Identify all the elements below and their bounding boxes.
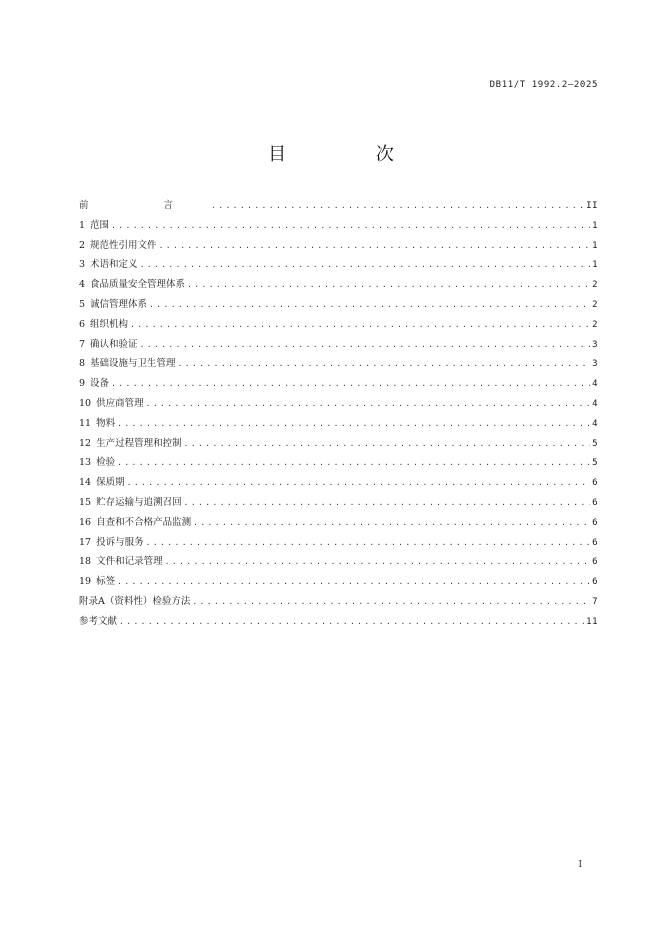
toc-entry-label: 确认和验证	[90, 338, 138, 350]
toc-entry-17[interactable]	[79, 533, 598, 553]
toc-entry-foreword[interactable]	[79, 196, 598, 216]
toc-entry-label: 供应商管理	[96, 397, 144, 409]
toc-entry-12[interactable]	[79, 434, 598, 454]
toc-entry-label: 范围	[90, 219, 110, 231]
toc-leader-dots	[119, 612, 584, 632]
table-of-contents	[79, 196, 598, 632]
toc-entry-number: 1	[79, 219, 86, 231]
toc-entry-page: 5	[592, 438, 598, 449]
toc-entry-page: 1	[592, 240, 598, 251]
toc-entry-number: 5	[79, 298, 86, 310]
toc-title: 目 次	[268, 144, 436, 165]
toc-entry-bibliography[interactable]	[79, 612, 598, 632]
toc-entry-number: 3	[79, 259, 86, 271]
toc-entry-1[interactable]	[79, 216, 598, 236]
toc-entry-label: 生产过程管理和控制	[96, 437, 182, 449]
toc-entry-10[interactable]	[79, 394, 598, 414]
toc-entry-page: 2	[592, 280, 598, 291]
toc-entry-9[interactable]	[79, 374, 598, 394]
toc-entry-label: 保质期	[96, 477, 125, 489]
toc-entry-8[interactable]	[79, 354, 598, 374]
toc-entry-19[interactable]	[79, 572, 598, 592]
toc-entry-page: 5	[592, 458, 598, 469]
toc-entry-page: II	[586, 201, 598, 211]
toc-entry-number: 16	[79, 516, 92, 528]
toc-entry-number: 17	[79, 536, 92, 548]
toc-entry-label: 组织机构	[90, 318, 129, 330]
toc-entry-3[interactable]	[79, 255, 598, 275]
toc-leader-dots	[178, 354, 591, 374]
toc-leader-dots	[146, 533, 590, 553]
toc-entry-page: 6	[592, 497, 598, 508]
toc-entry-label: 设备	[90, 378, 110, 390]
toc-entry-page: 6	[592, 478, 598, 489]
toc-leader-dots	[192, 592, 590, 612]
toc-leader-dots	[117, 453, 590, 473]
toc-entry-6[interactable]	[79, 315, 598, 335]
toc-leader-dots	[117, 414, 590, 434]
toc-entry-5[interactable]	[79, 295, 598, 315]
toc-leader-dots	[127, 473, 590, 493]
toc-entry-page: 6	[592, 537, 598, 548]
toc-entry-page: 7	[592, 596, 598, 607]
toc-leader-dots	[193, 513, 590, 533]
toc-leader-dots	[111, 216, 590, 236]
toc-entry-14[interactable]	[79, 473, 598, 493]
toc-entry-label: 附录A（资料性）检验方法	[79, 595, 191, 607]
toc-entry-page: 6	[592, 557, 598, 568]
toc-entry-number: 2	[79, 239, 86, 251]
toc-entry-label: 文件和记录管理	[96, 556, 163, 568]
toc-entry-4[interactable]	[79, 275, 598, 295]
toc-leader-dots	[184, 434, 590, 454]
toc-entry-page: 4	[592, 379, 598, 390]
toc-entry-appendix-a[interactable]	[79, 592, 598, 612]
toc-entry-7[interactable]	[79, 335, 598, 355]
toc-leader-dots	[184, 493, 590, 513]
toc-entry-number: 9	[79, 378, 86, 390]
toc-entry-number: 6	[79, 318, 86, 330]
toc-leader-dots	[187, 275, 590, 295]
toc-entry-page: 6	[592, 577, 598, 588]
toc-entry-page: 2	[592, 319, 598, 330]
toc-entry-label: 贮存运输与追溯召回	[96, 496, 182, 508]
toc-entry-label: 标签	[96, 576, 116, 588]
toc-entry-number: 15	[79, 496, 92, 508]
toc-entry-2[interactable]	[79, 236, 598, 256]
toc-leader-dots	[159, 236, 591, 256]
toc-leader-dots	[140, 335, 591, 355]
toc-leader-dots	[146, 394, 590, 414]
toc-entry-label: 食品质量安全管理体系	[90, 279, 186, 291]
toc-entry-number: 13	[79, 457, 92, 469]
toc-entry-page: 6	[592, 517, 598, 528]
toc-leader-dots	[117, 572, 590, 592]
toc-entry-label: 检验	[96, 457, 116, 469]
toc-leader-dots	[211, 196, 584, 216]
toc-entry-page: 2	[592, 299, 598, 310]
toc-entry-number: 10	[79, 397, 92, 409]
toc-entry-label: 规范性引用文件	[90, 239, 157, 251]
toc-entry-number: 7	[79, 338, 86, 350]
toc-entry-number: 12	[79, 437, 92, 449]
toc-entry-11[interactable]	[79, 414, 598, 434]
toc-entry-18[interactable]	[79, 552, 598, 572]
toc-entry-page: 3	[592, 339, 598, 350]
toc-leader-dots	[130, 315, 590, 335]
toc-entry-page: 4	[592, 398, 598, 409]
toc-entry-number: 14	[79, 477, 92, 489]
page-number: I	[578, 860, 582, 870]
toc-entry-label: 术语和定义	[90, 259, 138, 271]
toc-entry-label: 前 言	[79, 200, 210, 211]
toc-entry-label: 参考文献	[79, 615, 118, 627]
toc-entry-page: 4	[592, 418, 598, 429]
toc-entry-number: 4	[79, 279, 86, 291]
toc-entry-13[interactable]	[79, 453, 598, 473]
toc-entry-label: 诚信管理体系	[90, 298, 148, 310]
toc-entry-number: 19	[79, 576, 92, 588]
toc-entry-15[interactable]	[79, 493, 598, 513]
toc-entry-number: 11	[79, 417, 92, 429]
toc-entry-number: 8	[79, 358, 86, 370]
toc-entry-label: 物料	[96, 417, 116, 429]
toc-leader-dots	[149, 295, 590, 315]
toc-leader-dots	[140, 255, 591, 275]
toc-entry-page: 11	[586, 616, 598, 627]
toc-entry-page: 1	[592, 220, 598, 231]
toc-entry-label: 自查和不合格产品监测	[96, 516, 192, 528]
toc-leader-dots	[111, 374, 590, 394]
toc-entry-label: 基础设施与卫生管理	[90, 358, 176, 370]
document-code: DB11/T 1992.2—2025	[489, 80, 598, 90]
toc-entry-page: 1	[592, 260, 598, 271]
toc-leader-dots	[165, 552, 590, 572]
toc-entry-label: 投诉与服务	[96, 536, 144, 548]
toc-entry-page: 3	[592, 359, 598, 370]
toc-entry-16[interactable]	[79, 513, 598, 533]
toc-entry-number: 18	[79, 556, 92, 568]
